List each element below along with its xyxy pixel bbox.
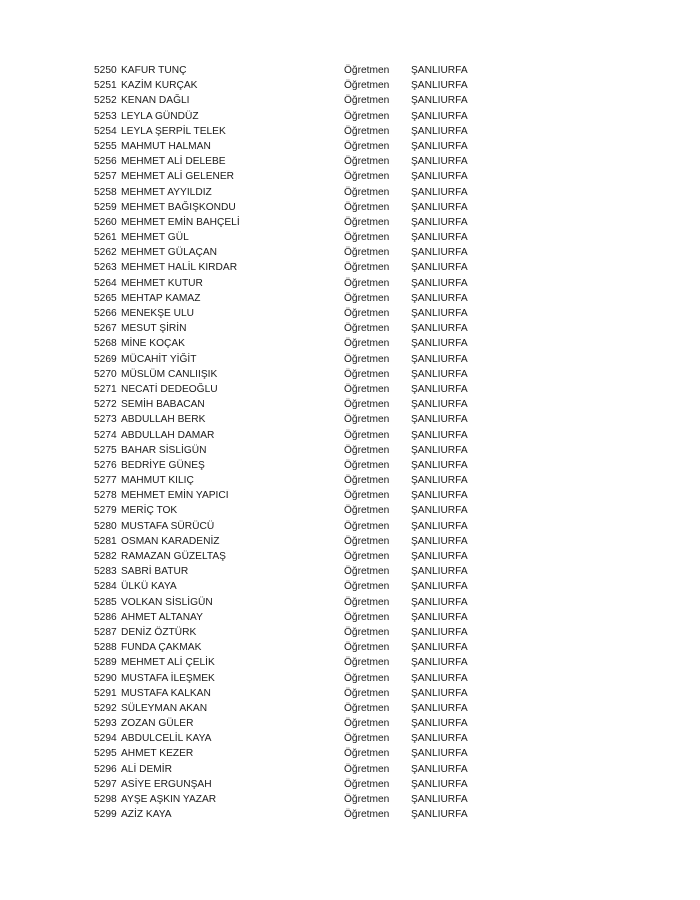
person-city: ŞANLIURFA	[411, 718, 468, 730]
person-city: ŞANLIURFA	[411, 429, 468, 441]
list-item	[94, 762, 514, 777]
person-role: Öğretmen	[344, 308, 390, 319]
row-number: 5251	[94, 80, 117, 92]
person-city: ŞANLIURFA	[411, 277, 468, 289]
list-item	[94, 534, 514, 549]
person-name: SABRİ BATUR	[121, 566, 189, 578]
person-name: LEYLA ŞERPİL TELEK	[121, 125, 226, 137]
person-city: ŞANLIURFA	[411, 642, 468, 654]
list-item	[94, 185, 514, 200]
person-role: Öğretmen	[344, 277, 390, 289]
person-name: MEHMET ALİ DELEBE	[121, 156, 226, 168]
row-number: 5254	[94, 125, 117, 137]
person-name: ABDULLAH DAMAR	[121, 429, 215, 441]
row-number: 5290	[94, 672, 117, 684]
list-item	[94, 336, 514, 351]
person-city: ŞANLIURFA	[411, 459, 468, 471]
person-name: MEHTAP KAMAZ	[121, 292, 201, 304]
person-name: MEHMET AYYILDIZ	[121, 186, 212, 198]
list-item	[94, 276, 514, 291]
list-item	[94, 777, 514, 792]
list-item	[94, 260, 514, 275]
person-name: AHMET ALTANAY	[121, 611, 203, 623]
person-city: ŞANLIURFA	[411, 535, 468, 547]
person-role: Öğretmen	[344, 444, 390, 456]
person-role: Öğretmen	[344, 626, 390, 638]
person-city: ŞANLIURFA	[411, 186, 468, 198]
person-city: ŞANLIURFA	[411, 247, 468, 259]
row-number: 5259	[94, 201, 117, 213]
row-number: 5272	[94, 399, 117, 411]
list-item	[94, 321, 514, 336]
row-number: 5280	[94, 520, 117, 532]
person-role: Öğretmen	[344, 809, 390, 821]
row-number: 5278	[94, 490, 117, 502]
person-name: MEHMET BAĞIŞKONDU	[121, 201, 236, 213]
person-role: Öğretmen	[344, 459, 390, 471]
row-number: 5276	[94, 459, 117, 471]
row-number: 5285	[94, 596, 117, 608]
person-role: Öğretmen	[344, 140, 390, 152]
person-city: ŞANLIURFA	[411, 444, 468, 456]
row-number: 5262	[94, 247, 117, 259]
list-item	[94, 443, 514, 458]
person-city: ŞANLIURFA	[411, 702, 468, 714]
person-role: Öğretmen	[344, 475, 390, 487]
list-item	[94, 807, 514, 822]
list-item	[94, 78, 514, 93]
person-name: ZOZAN GÜLER	[121, 718, 194, 730]
person-city: ŞANLIURFA	[411, 475, 468, 487]
person-city: ŞANLIURFA	[411, 80, 468, 92]
row-number: 5266	[94, 308, 117, 319]
person-name: BEDRİYE GÜNEŞ	[121, 459, 205, 471]
list-item	[94, 519, 514, 534]
row-number: 5255	[94, 140, 117, 152]
person-role: Öğretmen	[344, 201, 390, 213]
person-name: MEHMET EMİN YAPICI	[121, 490, 229, 502]
person-name: SEMİH BABACAN	[121, 399, 205, 411]
list-item	[94, 792, 514, 807]
person-role: Öğretmen	[344, 794, 390, 805]
row-number: 5282	[94, 551, 117, 562]
person-role: Öğretmen	[344, 505, 390, 517]
list-item	[94, 640, 514, 655]
list-item	[94, 655, 514, 670]
person-role: Öğretmen	[344, 95, 390, 107]
person-name: MESUT ŞİRİN	[121, 323, 187, 335]
row-number: 5256	[94, 156, 117, 168]
row-number: 5269	[94, 353, 117, 365]
person-city: ŞANLIURFA	[411, 626, 468, 638]
person-city: ŞANLIURFA	[411, 399, 468, 411]
person-name: OSMAN KARADENİZ	[121, 535, 220, 547]
person-role: Öğretmen	[344, 171, 390, 183]
person-name: MEHMET GÜL	[121, 232, 189, 244]
person-role: Öğretmen	[344, 642, 390, 654]
row-number: 5260	[94, 216, 117, 228]
person-role: Öğretmen	[344, 611, 390, 623]
list-item	[94, 610, 514, 625]
person-city: ŞANLIURFA	[411, 611, 468, 623]
person-name: MUSTAFA İLEŞMEK	[121, 672, 215, 684]
row-number: 5252	[94, 95, 117, 107]
person-city: ŞANLIURFA	[411, 383, 468, 395]
person-role: Öğretmen	[344, 65, 390, 76]
row-number: 5297	[94, 778, 117, 790]
person-role: Öğretmen	[344, 186, 390, 198]
person-city: ŞANLIURFA	[411, 778, 468, 790]
person-role: Öğretmen	[344, 247, 390, 259]
row-number: 5294	[94, 733, 117, 745]
person-name: MEHMET HALİL KIRDAR	[121, 262, 238, 274]
list-item	[94, 746, 514, 761]
list-item	[94, 109, 514, 124]
person-role: Öğretmen	[344, 657, 390, 669]
person-role: Öğretmen	[344, 702, 390, 714]
list-item	[94, 595, 514, 610]
person-name: MEHMET KUTUR	[121, 277, 203, 289]
person-city: ŞANLIURFA	[411, 794, 468, 805]
list-item	[94, 291, 514, 306]
row-number: 5296	[94, 763, 117, 775]
list-item	[94, 169, 514, 184]
list-item	[94, 367, 514, 382]
person-name: MİNE KOÇAK	[121, 338, 185, 350]
person-role: Öğretmen	[344, 338, 390, 350]
list-item	[94, 412, 514, 427]
person-role: Öğretmen	[344, 748, 390, 760]
person-name: AHMET KEZER	[121, 748, 194, 760]
row-number: 5271	[94, 383, 117, 395]
person-name: MÜCAHİT YİĞİT	[121, 353, 197, 365]
person-city: ŞANLIURFA	[411, 292, 468, 304]
list-item	[94, 564, 514, 579]
person-city: ŞANLIURFA	[411, 520, 468, 532]
list-item	[94, 215, 514, 230]
list-item	[94, 200, 514, 215]
person-city: ŞANLIURFA	[411, 581, 468, 593]
person-city: ŞANLIURFA	[411, 368, 468, 380]
person-name: KAZİM KURÇAK	[121, 80, 198, 92]
person-city: ŞANLIURFA	[411, 763, 468, 775]
row-number: 5275	[94, 444, 117, 456]
person-role: Öğretmen	[344, 596, 390, 608]
list-item	[94, 579, 514, 594]
person-city: ŞANLIURFA	[411, 733, 468, 745]
row-number: 5264	[94, 277, 117, 289]
person-name: MAHMUT KILIÇ	[121, 475, 194, 487]
person-name: ABDULLAH BERK	[121, 414, 206, 426]
person-city: ŞANLIURFA	[411, 156, 468, 168]
list-item	[94, 458, 514, 473]
person-role: Öğretmen	[344, 156, 390, 168]
person-city: ŞANLIURFA	[411, 308, 468, 319]
person-name: MUSTAFA KALKAN	[121, 687, 211, 699]
person-name: BAHAR SİSLİGÜN	[121, 444, 207, 456]
person-role: Öğretmen	[344, 733, 390, 745]
list-item	[94, 671, 514, 686]
person-city: ŞANLIURFA	[411, 687, 468, 699]
list-item	[94, 549, 514, 564]
list-item	[94, 352, 514, 367]
person-name: MÜSLÜM CANLIIŞIK	[121, 368, 218, 380]
person-city: ŞANLIURFA	[411, 125, 468, 137]
person-city: ŞANLIURFA	[411, 201, 468, 213]
list-item	[94, 716, 514, 731]
person-name: NECATİ DEDEOĞLU	[121, 383, 218, 395]
person-city: ŞANLIURFA	[411, 262, 468, 274]
person-role: Öğretmen	[344, 216, 390, 228]
row-number: 5279	[94, 505, 117, 517]
person-name: ABDULCELİL KAYA	[121, 733, 212, 745]
row-number: 5281	[94, 535, 117, 547]
row-number: 5287	[94, 626, 117, 638]
person-name: AZİZ KAYA	[121, 809, 172, 821]
person-role: Öğretmen	[344, 520, 390, 532]
list-item	[94, 473, 514, 488]
person-name: ÜLKÜ KAYA	[121, 581, 177, 593]
person-city: ŞANLIURFA	[411, 505, 468, 517]
row-number: 5283	[94, 566, 117, 578]
list-item	[94, 503, 514, 518]
list-item	[94, 701, 514, 716]
person-name: ALİ DEMİR	[121, 763, 172, 775]
person-name: LEYLA GÜNDÜZ	[121, 110, 199, 122]
person-role: Öğretmen	[344, 566, 390, 578]
person-name: SÜLEYMAN AKAN	[121, 702, 208, 714]
list-item	[94, 686, 514, 701]
row-number: 5273	[94, 414, 117, 426]
person-role: Öğretmen	[344, 368, 390, 380]
list-item	[94, 154, 514, 169]
person-role: Öğretmen	[344, 353, 390, 365]
person-city: ŞANLIURFA	[411, 338, 468, 350]
row-number: 5258	[94, 186, 117, 198]
person-role: Öğretmen	[344, 292, 390, 304]
person-city: ŞANLIURFA	[411, 672, 468, 684]
person-city: ŞANLIURFA	[411, 171, 468, 183]
row-number: 5293	[94, 718, 117, 730]
person-name: DENİZ ÖZTÜRK	[121, 626, 197, 638]
person-name: FUNDA ÇAKMAK	[121, 642, 202, 654]
row-number: 5288	[94, 642, 117, 654]
row-number: 5253	[94, 110, 117, 122]
person-role: Öğretmen	[344, 581, 390, 593]
person-name: ASİYE ERGUNŞAH	[121, 778, 212, 790]
row-number: 5263	[94, 262, 117, 274]
person-role: Öğretmen	[344, 763, 390, 775]
list-item	[94, 428, 514, 443]
person-city: ŞANLIURFA	[411, 140, 468, 152]
person-name: MEHMET ALİ GELENER	[121, 171, 235, 183]
person-role: Öğretmen	[344, 80, 390, 92]
person-city: ŞANLIURFA	[411, 65, 468, 76]
person-name: KENAN DAĞLI	[121, 95, 190, 107]
person-name: MEHMET GÜLAÇAN	[121, 247, 218, 259]
person-role: Öğretmen	[344, 718, 390, 730]
person-city: ŞANLIURFA	[411, 414, 468, 426]
row-number: 5292	[94, 702, 117, 714]
row-number: 5286	[94, 611, 117, 623]
person-city: ŞANLIURFA	[411, 232, 468, 244]
person-city: ŞANLIURFA	[411, 323, 468, 335]
person-role: Öğretmen	[344, 687, 390, 699]
list-item	[94, 488, 514, 503]
list-item	[94, 382, 514, 397]
person-city: ŞANLIURFA	[411, 551, 468, 562]
row-number: 5274	[94, 429, 117, 441]
row-number: 5291	[94, 687, 117, 699]
row-number: 5277	[94, 475, 117, 487]
person-city: ŞANLIURFA	[411, 490, 468, 502]
person-city: ŞANLIURFA	[411, 95, 468, 107]
row-number: 5268	[94, 338, 117, 350]
person-name: MERİÇ TOK	[121, 505, 178, 517]
row-number: 5298	[94, 794, 117, 805]
row-number: 5257	[94, 171, 117, 183]
person-role: Öğretmen	[344, 262, 390, 274]
personnel-list	[94, 63, 514, 822]
list-item	[94, 306, 514, 321]
person-role: Öğretmen	[344, 672, 390, 684]
list-item	[94, 245, 514, 260]
person-name: VOLKAN SİSLİGÜN	[121, 596, 213, 608]
person-role: Öğretmen	[344, 232, 390, 244]
person-city: ŞANLIURFA	[411, 809, 468, 821]
person-role: Öğretmen	[344, 383, 390, 395]
list-item	[94, 93, 514, 108]
person-city: ŞANLIURFA	[411, 353, 468, 365]
list-item	[94, 625, 514, 640]
person-name: MUSTAFA SÜRÜCÜ	[121, 520, 215, 532]
person-role: Öğretmen	[344, 429, 390, 441]
person-name: KAFUR TUNÇ	[121, 65, 187, 76]
row-number: 5299	[94, 809, 117, 821]
list-item	[94, 397, 514, 412]
person-name: MAHMUT HALMAN	[121, 140, 211, 152]
row-number: 5270	[94, 368, 117, 380]
row-number: 5284	[94, 581, 117, 593]
list-item	[94, 139, 514, 154]
row-number: 5261	[94, 232, 117, 244]
person-name: MEHMET EMİN BAHÇELİ	[121, 216, 240, 228]
row-number: 5295	[94, 748, 117, 760]
person-city: ŞANLIURFA	[411, 657, 468, 669]
person-role: Öğretmen	[344, 399, 390, 411]
person-role: Öğretmen	[344, 110, 390, 122]
person-city: ŞANLIURFA	[411, 748, 468, 760]
person-city: ŞANLIURFA	[411, 110, 468, 122]
person-role: Öğretmen	[344, 323, 390, 335]
row-number: 5250	[94, 65, 117, 76]
list-item	[94, 230, 514, 245]
person-city: ŞANLIURFA	[411, 216, 468, 228]
person-name: AYŞE AŞKIN YAZAR	[121, 794, 217, 805]
row-number: 5265	[94, 292, 117, 304]
row-number: 5289	[94, 657, 117, 669]
list-item	[94, 124, 514, 139]
person-role: Öğretmen	[344, 535, 390, 547]
person-city: ŞANLIURFA	[411, 596, 468, 608]
person-name: MEHMET ALİ ÇELİK	[121, 657, 215, 669]
list-item	[94, 63, 514, 78]
row-number: 5267	[94, 323, 117, 335]
person-name: RAMAZAN GÜZELTAŞ	[121, 551, 226, 562]
person-role: Öğretmen	[344, 778, 390, 790]
person-name: MENEKŞE ULU	[121, 308, 195, 319]
person-city: ŞANLIURFA	[411, 566, 468, 578]
person-role: Öğretmen	[344, 551, 390, 562]
person-role: Öğretmen	[344, 414, 390, 426]
person-role: Öğretmen	[344, 125, 390, 137]
person-role: Öğretmen	[344, 490, 390, 502]
list-item	[94, 731, 514, 746]
